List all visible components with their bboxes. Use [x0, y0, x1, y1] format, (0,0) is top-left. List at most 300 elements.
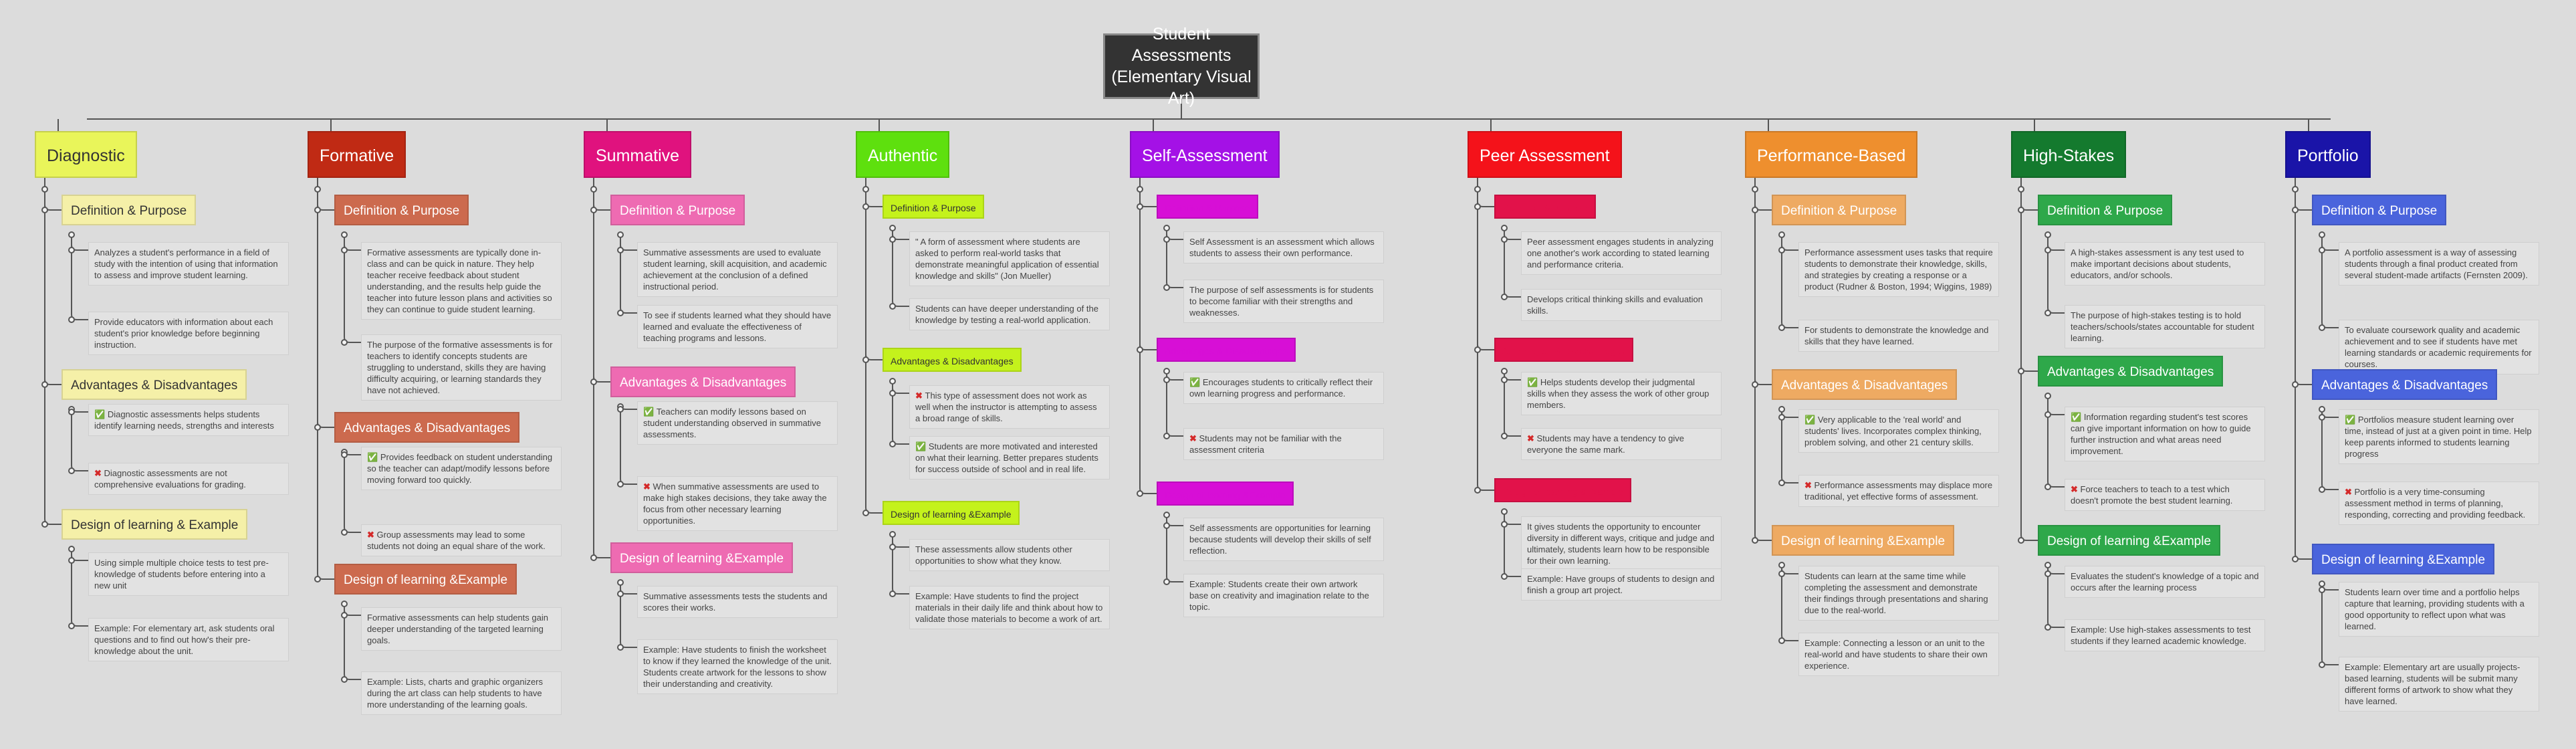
note-text: Example: Use high-stakes assessments to test students if they learned academic knowledge.: [2071, 625, 2251, 646]
section-advantages-disadvantages[interactable]: Advantages & Disadvantages: [62, 369, 247, 400]
section-advantages-disadvantages[interactable]: Advantages & Disadvantages: [610, 366, 796, 397]
topic-peer-assessment[interactable]: Peer Assessment: [1468, 131, 1622, 178]
collapse-toggle[interactable]: [617, 231, 624, 238]
collapse-toggle[interactable]: [889, 531, 896, 538]
collapse-toggle[interactable]: [617, 247, 624, 253]
section-definition-purpose[interactable]: Definition & Purpose: [1494, 195, 1596, 219]
collapse-toggle[interactable]: [2044, 411, 2051, 418]
note-text: A high-stakes assessment is any test used to make important decisions about students, educators, and/or schools.: [2071, 247, 2244, 280]
collapse-toggle[interactable]: [341, 601, 348, 607]
cross-icon: ✖: [1527, 433, 1537, 443]
note-n1: [361, 242, 562, 320]
connector: [1782, 565, 1798, 641]
topic-high-stakes[interactable]: High-Stakes: [2011, 131, 2126, 178]
collapse-toggle[interactable]: [862, 510, 869, 516]
collapse-toggle[interactable]: [2319, 231, 2325, 238]
collapse-toggle[interactable]: [68, 247, 75, 253]
connector: [2048, 396, 2065, 487]
collapse-toggle[interactable]: [1778, 406, 1785, 413]
collapse-toggle[interactable]: [1501, 377, 1508, 383]
collapse-toggle[interactable]: [2292, 207, 2299, 213]
note-n6: [1183, 574, 1384, 617]
collapse-toggle[interactable]: [889, 225, 896, 231]
collapse-toggle[interactable]: [1163, 377, 1170, 383]
collapse-toggle[interactable]: [889, 390, 896, 397]
note-text: Example: For elementary art, ask students oral questions and to find out how's their pre-knowledge about the unit.: [94, 623, 275, 656]
collapse-toggle[interactable]: [341, 451, 348, 458]
note-text: Diagnostic assessments helps students identify learning needs, strengths and interests: [94, 409, 274, 431]
connector: [1755, 189, 1772, 210]
collapse-toggle[interactable]: [862, 186, 869, 193]
note-n1: [2339, 242, 2539, 286]
collapse-toggle[interactable]: [2044, 570, 2051, 577]
collapse-toggle[interactable]: [2044, 484, 2051, 490]
collapse-toggle[interactable]: [1501, 573, 1508, 580]
root-subtitle: (Elementary Visual Art): [1111, 68, 1252, 108]
collapse-toggle[interactable]: [1137, 186, 1143, 193]
section-definition-purpose[interactable]: Definition & Purpose: [2038, 195, 2172, 225]
section-definition-purpose[interactable]: Definition & Purpose: [334, 195, 469, 225]
note-text: Portfolios measure student learning over time, instead of just at a given point in time. Help keep parents informed to students learning progress: [2345, 415, 2532, 459]
connector: [594, 203, 610, 382]
collapse-toggle[interactable]: [1501, 368, 1508, 374]
collapse-toggle[interactable]: [41, 207, 48, 213]
note-text: Portfolio is a very time-consuming assessment method in terms of planning, responding, correcting and providing feedback.: [2345, 487, 2526, 520]
collapse-toggle[interactable]: [1778, 479, 1785, 486]
connector: [620, 407, 637, 484]
note-n3: [361, 447, 562, 490]
collapse-toggle[interactable]: [590, 379, 597, 385]
section-definition-purpose[interactable]: Definition & Purpose: [883, 195, 984, 219]
connector: [2021, 203, 2038, 371]
collapse-toggle[interactable]: [1778, 324, 1785, 331]
collapse-toggle[interactable]: [1137, 490, 1143, 497]
collapse-toggle[interactable]: [2044, 247, 2051, 253]
cross-icon: ✖: [915, 391, 925, 401]
section-advantages-disadvantages[interactable]: Advantages & Disadvantages: [1157, 338, 1296, 362]
collapse-toggle[interactable]: [590, 186, 597, 193]
note-text: Example: Students create their own artwork base on creativity and imagination relate to the topic.: [1189, 579, 1369, 612]
section-definition-purpose[interactable]: Definition & Purpose: [610, 195, 745, 225]
collapse-toggle[interactable]: [2018, 207, 2024, 213]
note-text: Very applicable to the 'real world' and students' lives. Incorporates complex thinking, problem solving, and other 21 century skills.: [1804, 415, 1982, 447]
note-text: Provides feedback on student understanding so the teacher can adapt/modify lessons before moving forward too quickly.: [367, 452, 553, 485]
note-n6: [361, 671, 562, 715]
cross-icon: ✖: [2345, 487, 2355, 497]
note-text: Students learn over time and a portfolio helps capture that learning, providing students with a good opportunity to reflect upon what was learned.: [2345, 587, 2525, 631]
collapse-toggle[interactable]: [889, 378, 896, 385]
section-definition-purpose[interactable]: Definition & Purpose: [1772, 195, 1906, 225]
collapse-toggle[interactable]: [2319, 486, 2325, 493]
connector: [318, 420, 334, 579]
collapse-toggle[interactable]: [617, 406, 624, 413]
collapse-toggle[interactable]: [314, 207, 321, 213]
note-text: It gives students the opportunity to encounter diversity in different ways, critique and judge and ultimately, students learn how to be responsible for their own learning.: [1527, 522, 1715, 566]
collapse-toggle[interactable]: [590, 554, 597, 561]
collapse-toggle[interactable]: [314, 576, 321, 582]
section-design-example[interactable]: Design of learning &Example: [1157, 481, 1294, 506]
connector: [594, 189, 610, 210]
section-advantages-disadvantages[interactable]: Advantages & Disadvantages: [1772, 369, 1957, 400]
collapse-toggle[interactable]: [590, 207, 597, 213]
note-text: Students can have deeper understanding of the knowledge by testing a real-world application.: [915, 304, 1098, 325]
note-n3: [637, 401, 838, 445]
note-text: Summative assessments are used to evaluate student learning, skill acquisition, and academic achievement at the conclusion of a defined instructional period.: [643, 247, 827, 292]
section-advantages-disadvantages[interactable]: Advantages & Disadvantages: [2312, 369, 2497, 400]
note-n3: [1521, 372, 1722, 415]
collapse-toggle[interactable]: [1752, 186, 1758, 193]
connector: [1755, 203, 1772, 385]
collapse-toggle[interactable]: [862, 203, 869, 210]
note-text: When summative assessments are used to make high stakes decisions, they take away the focus from other necessary learning opportunities.: [643, 481, 827, 526]
connector: [866, 356, 883, 513]
collapse-toggle[interactable]: [68, 623, 75, 629]
note-text: A portfolio assessment is a way of assessing students through a final product created from several student-made artifacts (Fernsten 2009).: [2345, 247, 2528, 280]
note-text: Teachers can modify lessons based on student understanding observed in summative assessments.: [643, 407, 821, 439]
section-design-example[interactable]: Design of learning &Example: [1494, 478, 1631, 502]
checkmark-icon: ✅: [2345, 415, 2358, 425]
note-n1: [1183, 231, 1384, 263]
note-n3: [909, 385, 1110, 429]
collapse-toggle[interactable]: [2044, 393, 2051, 399]
note-n4: [361, 524, 562, 556]
note-n2: [1798, 320, 1999, 352]
note-n2: [637, 305, 838, 348]
cross-icon: ✖: [643, 481, 653, 492]
section-advantages-disadvantages[interactable]: Advantages & Disadvantages: [1494, 338, 1633, 362]
note-text: This type of assessment does not work as well when the instructor is attempting to assess a broad range of skills.: [915, 391, 1097, 423]
section-design-example[interactable]: Design of learning &Example: [2038, 525, 2220, 556]
connector: [2048, 235, 2065, 313]
collapse-toggle[interactable]: [2319, 414, 2325, 421]
collapse-toggle[interactable]: [2044, 231, 2051, 238]
note-n3: [2339, 409, 2539, 464]
note-n4: [637, 476, 838, 531]
note-text: Example: Have students to find the project materials in their daily life and think about how to validate those materials to become a work of art.: [915, 591, 1103, 624]
note-n2: [1521, 289, 1722, 321]
note-text: Performance assessments may displace more traditional, yet effective forms of assessment.: [1804, 480, 1993, 502]
collapse-toggle[interactable]: [617, 579, 624, 586]
collapse-toggle[interactable]: [889, 441, 896, 447]
collapse-toggle[interactable]: [1163, 433, 1170, 439]
note-text: To evaluate coursework quality and academic achievement and to see if students have met learning standards or academic requirements for courses.: [2345, 325, 2532, 369]
collapse-toggle[interactable]: [314, 186, 321, 193]
checkmark-icon: ✅: [1804, 415, 1818, 425]
collapse-toggle[interactable]: [617, 644, 624, 651]
topic-authentic[interactable]: Authentic: [856, 131, 949, 178]
note-text: Provide educators with information about each student's prior knowledge before beginning instruction.: [94, 317, 273, 350]
collapse-toggle[interactable]: [1163, 522, 1170, 529]
collapse-toggle[interactable]: [1778, 570, 1785, 577]
collapse-toggle[interactable]: [1752, 537, 1758, 544]
note-n3: [1183, 372, 1384, 404]
checkmark-icon: ✅: [367, 452, 380, 462]
collapse-toggle[interactable]: [2018, 368, 2024, 374]
connector: [45, 189, 62, 210]
collapse-toggle[interactable]: [1163, 236, 1170, 243]
note-n1: [1521, 231, 1722, 275]
collapse-toggle[interactable]: [2319, 586, 2325, 593]
connector: [594, 374, 610, 558]
collapse-toggle[interactable]: [1778, 231, 1785, 238]
collapse-toggle[interactable]: [1137, 346, 1143, 353]
collapse-toggle[interactable]: [889, 236, 896, 243]
note-n1: [88, 242, 289, 286]
note-text: Peer assessment engages students in analyzing one another's work according to stated learning and performance criteria.: [1527, 237, 1714, 270]
note-text: Using simple multiple choice tests to test pre-knowledge of students before entering into a new unit: [94, 558, 269, 591]
cross-icon: ✖: [1804, 480, 1814, 490]
cross-icon: ✖: [367, 530, 377, 540]
note-n5: [637, 586, 838, 618]
collapse-toggle[interactable]: [1163, 512, 1170, 518]
note-n2: [88, 312, 289, 355]
collapse-toggle[interactable]: [2292, 381, 2299, 388]
collapse-toggle[interactable]: [617, 310, 624, 316]
collapse-toggle[interactable]: [1752, 381, 1758, 388]
collapse-toggle[interactable]: [68, 409, 75, 415]
note-text: Summative assessments tests the students and scores their works.: [643, 591, 828, 613]
collapse-toggle[interactable]: [1163, 578, 1170, 585]
connector: [1140, 203, 1157, 350]
section-design-example[interactable]: Design of learning &Example: [883, 501, 1020, 525]
collapse-toggle[interactable]: [68, 557, 75, 564]
checkmark-icon: ✅: [94, 409, 108, 419]
note-n5: [1183, 518, 1384, 561]
collapse-toggle[interactable]: [2044, 562, 2051, 568]
note-text: Force teachers to teach to a test which doesn't promote the best student learning.: [2071, 484, 2233, 506]
collapse-toggle[interactable]: [1474, 346, 1481, 353]
note-text: Students may have a tendency to give everyone the same mark.: [1527, 433, 1684, 455]
connector: [893, 534, 909, 594]
collapse-toggle[interactable]: [41, 186, 48, 193]
root-topic[interactable]: [1103, 25, 1260, 108]
collapse-toggle[interactable]: [314, 424, 321, 431]
note-text: For students to demonstrate the knowledge and skills that they have learned.: [1804, 325, 1989, 346]
note-n5: [2065, 566, 2265, 598]
connector: [2295, 203, 2312, 385]
connector: [1782, 409, 1798, 483]
collapse-toggle[interactable]: [1501, 521, 1508, 528]
note-text: " A form of assessment where students are asked to perform real-world tasks that demonstrate meaningful application of essential knowledge and skills" (Jon Mueller): [915, 237, 1099, 281]
section-advantages-disadvantages[interactable]: Advantages & Disadvantages: [883, 348, 1022, 372]
note-n3: [88, 404, 289, 436]
note-n4: [1521, 428, 1722, 460]
collapse-toggle[interactable]: [2018, 186, 2024, 193]
collapse-toggle[interactable]: [68, 467, 75, 474]
collapse-toggle[interactable]: [341, 231, 348, 238]
cross-icon: ✖: [1189, 433, 1199, 443]
collapse-toggle[interactable]: [2292, 556, 2299, 562]
note-n2: [2065, 305, 2265, 348]
topic-formative[interactable]: Formative: [308, 131, 406, 178]
collapse-toggle[interactable]: [2292, 186, 2299, 193]
collapse-toggle[interactable]: [41, 521, 48, 528]
connector: [2322, 409, 2339, 490]
cross-icon: ✖: [94, 468, 104, 478]
collapse-toggle[interactable]: [2018, 537, 2024, 544]
collapse-toggle[interactable]: [1501, 433, 1508, 439]
checkmark-icon: ✅: [643, 407, 657, 417]
collapse-toggle[interactable]: [1778, 247, 1785, 253]
note-text: Students can learn at the same time while completing the assessment and demonstrate their findings through presentations and sharing due to the real-world.: [1804, 571, 1988, 615]
collapse-toggle[interactable]: [1163, 284, 1170, 291]
collapse-toggle[interactable]: [2044, 624, 2051, 631]
topic-self-assessment[interactable]: Self-Assessment: [1130, 131, 1280, 178]
note-text: Formative assessments are typically done in-class and can be quick in nature. They help teacher receive feedback about student understanding, and the results help guide the teacher into future lesson plans and activities so they can continue to guide student learning.: [367, 247, 552, 314]
note-text: Students are more motivated and interested on what their learning. Better prepares students for success outside of school and in real life.: [915, 441, 1098, 474]
collapse-toggle[interactable]: [1501, 294, 1508, 300]
note-n2: [1183, 280, 1384, 323]
collapse-toggle[interactable]: [1501, 225, 1508, 231]
collapse-toggle[interactable]: [1778, 414, 1785, 421]
note-n2: [909, 298, 1110, 330]
note-text: Evaluates the student's knowledge of a topic and occurs after the learning process: [2071, 571, 2259, 593]
note-text: The purpose of high-stakes testing is to hold teachers/schools/states accountable for student learning.: [2071, 310, 2254, 343]
connector: [866, 203, 883, 360]
note-n4: [1798, 475, 1999, 507]
collapse-toggle[interactable]: [41, 381, 48, 388]
note-n1: [909, 231, 1110, 286]
note-n6: [1521, 568, 1722, 601]
note-text: Performance assessment uses tasks that require students to demonstrate their knowledge, skills, and strategies by creating a response or a product (Rudner & Boston, 1994; Wiggins, 1989): [1804, 247, 1993, 292]
note-text: Example: Lists, charts and graphic organizers during the art class can help students to have more understanding of the learning goals.: [367, 677, 544, 710]
section-design-example[interactable]: Design of learning & Example: [62, 509, 247, 540]
connector: [2322, 584, 2339, 665]
note-n1: [2065, 242, 2265, 286]
connector: [1755, 377, 1772, 540]
connector: [2021, 189, 2038, 210]
collapse-toggle[interactable]: [1474, 186, 1481, 193]
collapse-toggle[interactable]: [1501, 508, 1508, 515]
collapse-toggle[interactable]: [341, 676, 348, 683]
note-n4: [1183, 428, 1384, 460]
checkmark-icon: ✅: [1189, 377, 1203, 387]
connector: [1478, 346, 1494, 490]
collapse-toggle[interactable]: [341, 247, 348, 253]
collapse-toggle[interactable]: [68, 231, 75, 238]
note-n6: [88, 618, 289, 661]
collapse-toggle[interactable]: [617, 591, 624, 597]
connector: [1140, 346, 1157, 494]
collapse-toggle[interactable]: [2319, 661, 2325, 668]
collapse-toggle[interactable]: [1163, 225, 1170, 231]
note-n4: [2065, 479, 2265, 511]
section-design-example[interactable]: Design of learning &Example: [1772, 525, 1954, 556]
topic-summative[interactable]: Summative: [584, 131, 691, 178]
root-title: Student Assessments: [1131, 25, 1232, 65]
section-design-example[interactable]: Design of learning &Example: [2312, 544, 2494, 574]
note-text: The purpose of the formative assessments is for teachers to identify concepts students are struggling to understand, skills they are having difficulty acquiring, or learning standards they have not achieved.: [367, 340, 553, 395]
collapse-toggle[interactable]: [68, 546, 75, 552]
connector: [2295, 377, 2312, 559]
collapse-toggle[interactable]: [617, 481, 624, 488]
connector: [1504, 512, 1521, 576]
collapse-toggle[interactable]: [1474, 487, 1481, 494]
connector: [2021, 364, 2038, 540]
note-n5: [2339, 582, 2539, 637]
note-n1: [1798, 242, 1999, 297]
collapse-toggle[interactable]: [1474, 203, 1481, 210]
collapse-toggle[interactable]: [68, 316, 75, 323]
note-text: Formative assessments can help students gain deeper understanding of the targeted learning goals.: [367, 613, 548, 645]
connector: [318, 203, 334, 427]
collapse-toggle[interactable]: [889, 303, 896, 310]
note-n2: [2339, 320, 2539, 374]
note-n6: [2065, 619, 2265, 651]
collapse-toggle[interactable]: [2319, 247, 2325, 253]
collapse-toggle[interactable]: [1163, 368, 1170, 374]
connector: [45, 203, 62, 385]
collapse-toggle[interactable]: [341, 529, 348, 536]
connector: [45, 377, 62, 524]
note-n2: [361, 334, 562, 401]
collapse-toggle[interactable]: [341, 339, 348, 346]
section-design-example[interactable]: Design of learning &Example: [334, 564, 517, 595]
section-definition-purpose[interactable]: Definition & Purpose: [2312, 195, 2446, 225]
topic-diagnostic[interactable]: Diagnostic: [35, 131, 137, 178]
note-text: Example: Have students to finish the worksheet to know if they learned the knowledge of the unit. Students create artwork for the lessons to show their understanding and creativity.: [643, 645, 832, 689]
note-text: Helps students develop their judgmental skills when they assess the work of other group members.: [1527, 377, 1710, 410]
topic-performance-based[interactable]: Performance-Based: [1745, 131, 1917, 178]
section-design-example[interactable]: Design of learning &Example: [610, 542, 793, 573]
note-text: Develops critical thinking skills and evaluation skills.: [1527, 294, 1704, 316]
connector: [344, 452, 361, 532]
collapse-toggle[interactable]: [1137, 203, 1143, 210]
note-n4: [909, 436, 1110, 479]
note-text: Analyzes a student's performance in a field of study with the intention of using that information to assess and improve student learning.: [94, 247, 278, 280]
note-n6: [637, 639, 838, 694]
note-text: To see if students learned what they should have learned and evaluate the effectiveness of teaching programs and lessons.: [643, 310, 832, 343]
note-n5: [909, 539, 1110, 571]
section-definition-purpose[interactable]: Definition & Purpose: [1157, 195, 1258, 219]
checkmark-icon: ✅: [2071, 412, 2084, 422]
section-advantages-disadvantages[interactable]: Advantages & Disadvantages: [334, 412, 519, 443]
collapse-toggle[interactable]: [889, 591, 896, 597]
collapse-toggle[interactable]: [889, 544, 896, 550]
section-advantages-disadvantages[interactable]: Advantages & Disadvantages: [2038, 356, 2223, 387]
collapse-toggle[interactable]: [1501, 236, 1508, 243]
note-n6: [909, 586, 1110, 629]
collapse-toggle[interactable]: [1752, 207, 1758, 213]
connector: [318, 189, 334, 210]
note-text: Diagnostic assessments are not comprehensive evaluations for grading.: [94, 468, 246, 490]
collapse-toggle[interactable]: [1778, 562, 1785, 568]
note-n5: [88, 552, 289, 596]
collapse-toggle[interactable]: [2319, 324, 2325, 331]
collapse-toggle[interactable]: [862, 356, 869, 363]
connector: [72, 409, 88, 471]
topic-portfolio[interactable]: Portfolio: [2285, 131, 2371, 178]
collapse-toggle[interactable]: [2319, 406, 2325, 413]
checkmark-icon: ✅: [915, 441, 929, 451]
section-definition-purpose[interactable]: Definition & Purpose: [62, 195, 196, 225]
note-text: Encourages students to critically reflect their own learning progress and performance.: [1189, 377, 1373, 399]
note-text: Example: Have groups of students to design and finish a group art project.: [1527, 574, 1715, 595]
note-n5: [1798, 566, 1999, 621]
collapse-toggle[interactable]: [2044, 310, 2051, 316]
note-text: Students may not be familiar with the assessment criteria: [1189, 433, 1342, 455]
connector: [620, 235, 637, 313]
note-n4: [2339, 481, 2539, 525]
connector: [2295, 189, 2312, 210]
note-n5: [1521, 516, 1722, 571]
note-n6: [1798, 633, 1999, 676]
collapse-toggle[interactable]: [341, 612, 348, 619]
note-text: Example: Connecting a lesson or an unit to the real-world and have students to share their own experience.: [1804, 638, 1988, 671]
note-n3: [1798, 409, 1999, 453]
collapse-toggle[interactable]: [1778, 637, 1785, 644]
note-n6: [2339, 657, 2539, 712]
